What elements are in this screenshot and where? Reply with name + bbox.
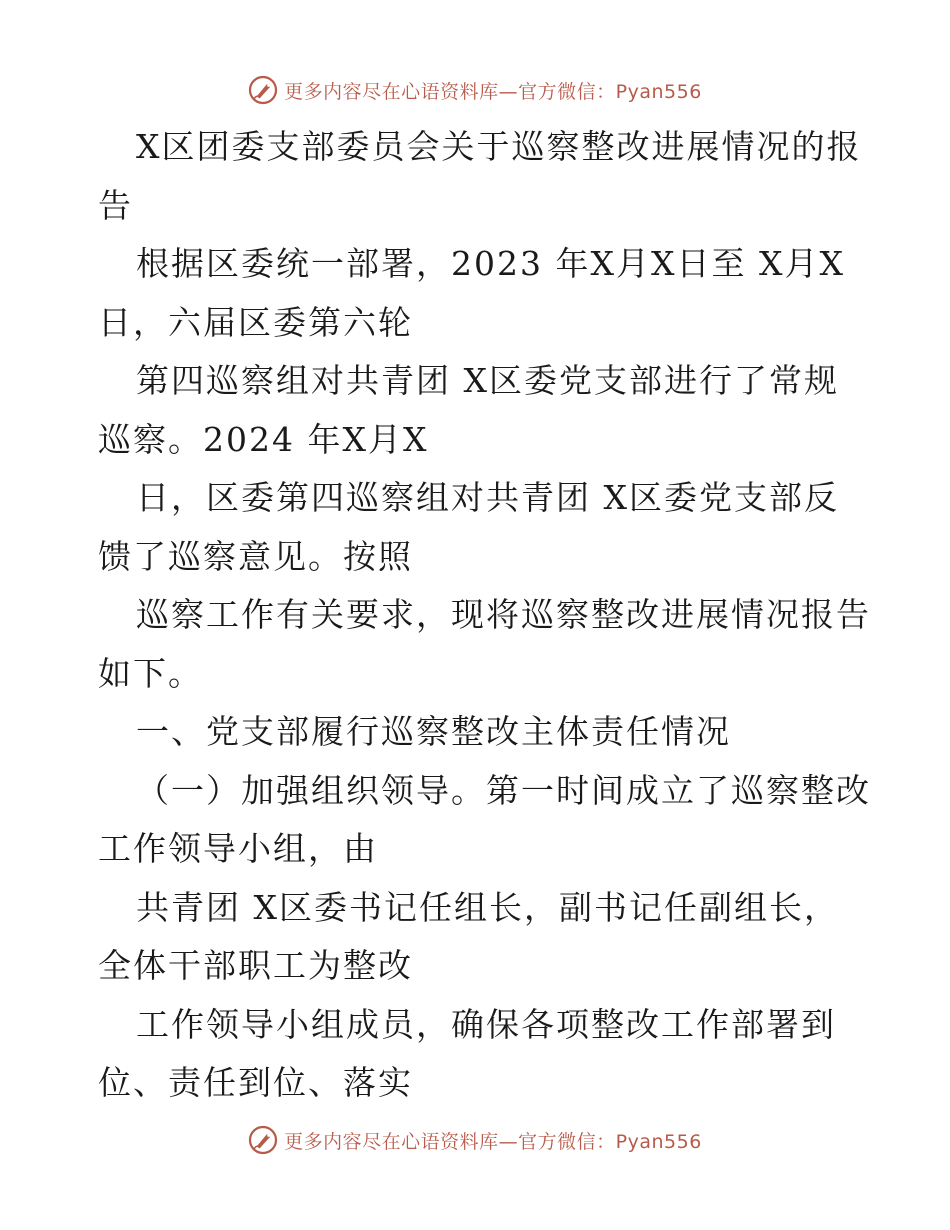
paragraph-line: 馈了巡察意见。按照 (98, 536, 413, 576)
document-title-line-1: X区团委支部委员会关于巡察整改进展情况的报 (136, 127, 862, 166)
pen-nib-logo-icon (248, 1125, 278, 1155)
footer-watermark (0, 1122, 950, 1158)
paragraph-line: 巡察工作有关要求，现将巡察整改进展情况报告 (136, 595, 871, 634)
paragraph-line: 日，区委第四巡察组对共青团 X区委党支部反 (136, 478, 839, 517)
watermark-text: 更多内容尽在心语资料库—官方微信：Pyan556 (284, 1130, 702, 1153)
paragraph-line: 共青团 X区委书记任组长，副书记任副组长， (136, 887, 839, 927)
section-heading: 一、党支部履行巡察整改主体责任情况 (136, 712, 731, 751)
paragraph-line: 巡察。2024 年X月X (98, 419, 429, 459)
paragraph-line: 工作领导小组，由 (98, 829, 378, 868)
paragraph-line: 根据区委统一部署，2023 年X月X日至 X月X (136, 244, 845, 283)
pen-nib-logo-icon (248, 75, 278, 105)
paragraph-line: 第四巡察组对共青团 X区委党支部进行了常规 (136, 361, 839, 400)
paragraph-line: 位、责任到位、落实 (98, 1063, 413, 1102)
paragraph-line: 工作领导小组成员，确保各项整改工作部署到 (136, 1004, 836, 1044)
header-watermark (0, 72, 950, 108)
watermark-text: 更多内容尽在心语资料库—官方微信：Pyan556 (284, 80, 702, 103)
subsection-heading: （一）加强组织领导。第一时间成立了巡察整改 (136, 770, 871, 810)
paragraph-line: 全体干部职工为整改 (98, 946, 413, 985)
document-title-line-2: 告 (98, 185, 133, 225)
paragraph-line: 如下。 (98, 653, 203, 693)
document-body (98, 118, 871, 1113)
paragraph-line: 日，六届区委第六轮 (98, 302, 413, 342)
